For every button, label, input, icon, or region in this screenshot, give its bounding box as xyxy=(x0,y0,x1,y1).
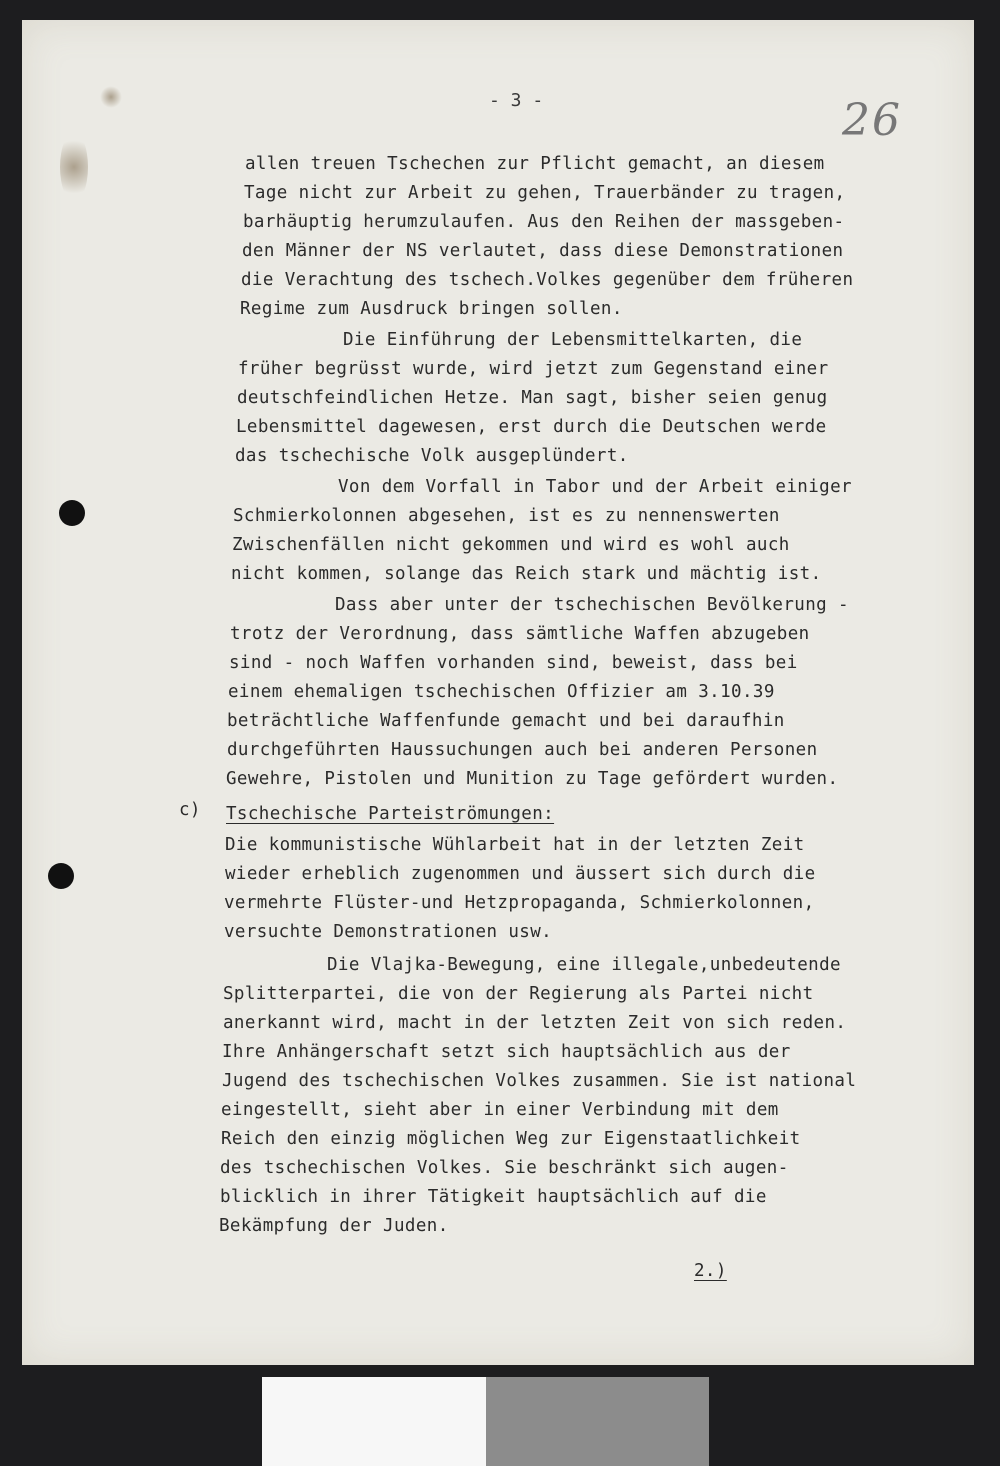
text-line: versuchte Demonstrationen usw. xyxy=(224,922,553,942)
text-line: das tschechische Volk ausgeplündert. xyxy=(235,446,629,466)
text-line: Lebensmittel dagewesen, erst durch die Deutschen werde xyxy=(236,417,827,437)
text-line: Ihre Anhängerschaft setzt sich hauptsächlich aus der xyxy=(222,1042,791,1062)
text-line: Von dem Vorfall in Tabor und der Arbeit einiger xyxy=(338,477,852,497)
text-line: Dass aber unter der tschechischen Bevölkerung - xyxy=(335,595,849,615)
text-line: des tschechischen Volkes. Sie beschränkt sich augen- xyxy=(220,1158,789,1178)
text-line: den Männer der NS verlautet, dass diese Demonstrationen xyxy=(242,241,844,261)
text-line: durchgeführten Haussuchungen auch bei anderen Personen xyxy=(227,740,818,760)
text-line: eingestellt, sieht aber in einer Verbindung mit dem xyxy=(221,1100,779,1120)
text-line: Bekämpfung der Juden. xyxy=(219,1216,449,1236)
text-line: früher begrüsst wurde, wird jetzt zum Gegenstand einer xyxy=(238,359,829,379)
text-line: anerkannt wird, macht in der letzten Zeit von sich reden. xyxy=(223,1013,847,1033)
text-line: Regime zum Ausdruck bringen sollen. xyxy=(240,299,623,319)
folio-number: 26 xyxy=(842,95,902,146)
stain-mark xyxy=(100,86,122,108)
text-line: Die Vlajka-Bewegung, eine illegale,unbedeutende xyxy=(327,955,841,975)
text-line: trotz der Verordnung, dass sämtliche Waffen abzugeben xyxy=(230,624,810,644)
continuation-marker: 2.) xyxy=(694,1261,727,1281)
text-line: allen treuen Tschechen zur Pflicht gemacht, an diesem xyxy=(245,154,825,174)
document-page xyxy=(22,20,974,1365)
white-patch xyxy=(262,1377,486,1466)
text-line: Tage nicht zur Arbeit zu gehen, Trauerbänder zu tragen, xyxy=(244,183,846,203)
text-line: Jugend des tschechischen Volkes zusammen. Sie ist national xyxy=(222,1071,857,1091)
punch-hole-bottom xyxy=(48,863,74,889)
text-line: Zwischenfällen nicht gekommen und wird es wohl auch xyxy=(232,535,790,555)
text-line: wieder erheblich zugenommen und äussert sich durch die xyxy=(225,864,816,884)
section-heading: Tschechische Parteiströmungen: xyxy=(226,804,555,824)
text-line: vermehrte Flüster-und Hetzpropaganda, Schmierkolonnen, xyxy=(224,893,815,913)
text-line: beträchtliche Waffenfunde gemacht und bei daraufhin xyxy=(227,711,785,731)
text-line: die Verachtung des tschech.Volkes gegenüber dem früheren xyxy=(241,270,854,290)
text-line: deutschfeindlichen Hetze. Man sagt, bisher seien genug xyxy=(237,388,828,408)
text-line: Splitterpartei, die von der Regierung als Partei nicht xyxy=(223,984,814,1004)
color-calibration-strip xyxy=(262,1377,709,1466)
text-line: barhäuptig herumzulaufen. Aus den Reihen der massgeben- xyxy=(243,212,845,232)
section-marker: c) xyxy=(179,800,201,820)
text-line: sind - noch Waffen vorhanden sind, beweist, dass bei xyxy=(229,653,798,673)
punch-hole-top xyxy=(59,500,85,526)
text-line: einem ehemaligen tschechischen Offizier am 3.10.39 xyxy=(228,682,775,702)
text-line: blicklich in ihrer Tätigkeit hauptsächlich auf die xyxy=(220,1187,767,1207)
text-line: Die Einführung der Lebensmittelkarten, die xyxy=(343,330,803,350)
page-number: - 3 - xyxy=(489,90,544,111)
gray-patch xyxy=(486,1377,709,1466)
text-line: Schmierkolonnen abgesehen, ist es zu nennenswerten xyxy=(233,506,780,526)
text-line: Reich den einzig möglichen Weg zur Eigenstaatlichkeit xyxy=(221,1129,801,1149)
text-line: nicht kommen, solange das Reich stark und mächtig ist. xyxy=(231,564,822,584)
stain-mark xyxy=(60,132,88,202)
text-line: Die kommunistische Wühlarbeit hat in der letzten Zeit xyxy=(225,835,805,855)
text-line: Gewehre, Pistolen und Munition zu Tage gefördert wurden. xyxy=(226,769,839,789)
